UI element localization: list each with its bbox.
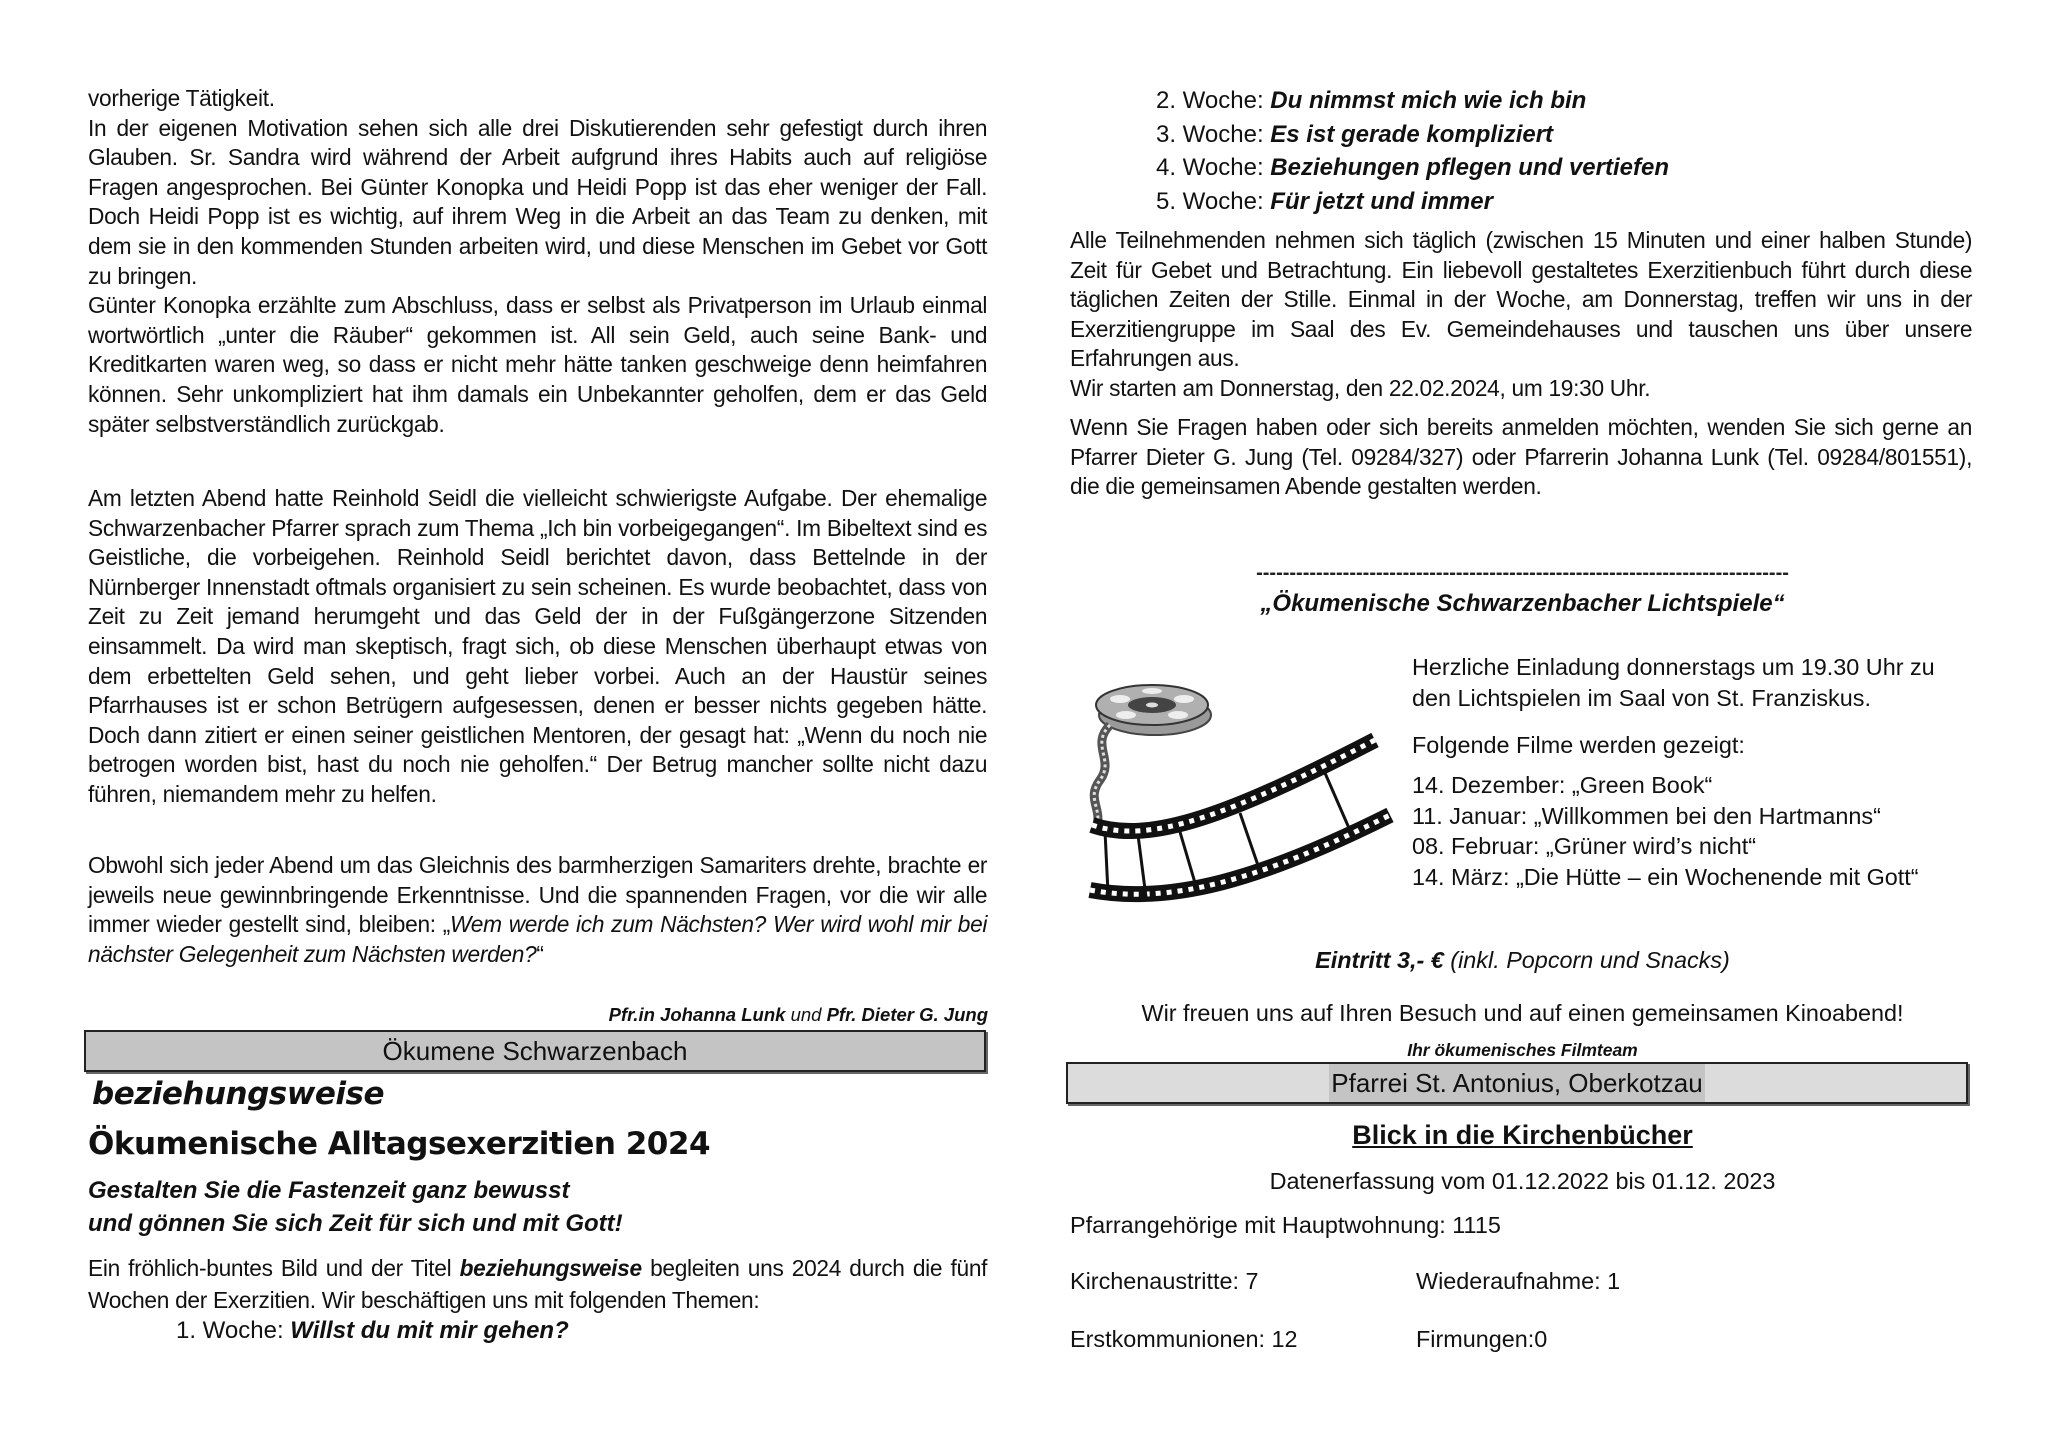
article-continuation bbox=[88, 84, 988, 439]
week-item bbox=[1070, 185, 1669, 219]
admission-price: Eintritt 3,- € bbox=[1315, 947, 1444, 973]
intro-text-end: begleiten uns 2024 durch die fünf Wochen der Exerzitien. Wir beschäftigen uns mit folgenden Themen: bbox=[88, 1255, 988, 1313]
records-confirmations: Firmungen:0 bbox=[1416, 1326, 1548, 1352]
subtitle-2: und gönnen Sie sich Zeit für sich und mit Gott! bbox=[88, 1210, 623, 1237]
records-members: Pfarrangehörige mit Hauptwohnung: 1115 bbox=[1070, 1212, 1501, 1238]
conclusion-question: Wem werde ich zum Nächsten? Wer wird wohl mir bei nächster Gelegenheit zum Nächsten werden? bbox=[88, 911, 988, 967]
conclusion-text: Obwohl sich jeder Abend um das Gleichnis des barmherzigen Samariters drehte, brachte er jeweils neue gewinnbringende Erkenntnisse. Und die spannenden Fragen, vor die wir alle immer wieder gestellt sind, bleiben: „ bbox=[88, 852, 988, 938]
paragraph-daily: Alle Teilnehmenden nehmen sich täglich (zwischen 15 Minuten und einer halben Stunde) Zeit für Gebet und Betrachtung. Ein liebevoll gestaltetes Exerzitienbuch führt durch diese täglichen Zeiten der Stille. Einmal in der Woche, am Donnerstag, treffen wir uns in der Exerzitiengruppe im Saal des Ev. Gemeindehauses und tauschen uns über unsere Erfahrungen aus. bbox=[1070, 227, 1973, 372]
kicker-beziehungsweise: beziehungsweise bbox=[92, 1076, 385, 1112]
signature-name-1: Pfr.in Johanna Lunk bbox=[608, 1004, 786, 1025]
records-period: Datenerfassung vom 01.12.2022 bis 01.12. 2023 bbox=[1269, 1168, 1776, 1194]
cinema-invitation: Herzliche Einladung donnerstags um 19.30 Uhr zu den Lichtspielen im Saal von St. Franziskus. bbox=[1412, 654, 1935, 711]
week-theme: Willst du mit mir gehen? bbox=[290, 1317, 569, 1344]
film-item: 14. Dezember: „Green Book“ bbox=[1412, 772, 1713, 798]
signature-name-2: Pfr. Dieter G. Jung bbox=[826, 1004, 988, 1025]
week-item bbox=[1070, 118, 1669, 152]
week-item bbox=[1070, 84, 1669, 118]
film-item: 14. März: „Die Hütte – ein Wochenende mit Gott“ bbox=[1412, 863, 1919, 890]
paragraph-contact: Wenn Sie Fragen haben oder sich bereits anmelden möchten, wenden Sie sich gerne an Pfarrer Dieter G. Jung (Tel. 09284/327) oder Pfarrerin Johanna Lunk (Tel. 09284/801551), die die gemeinsamen Abende gestalten werden. bbox=[1070, 414, 1973, 500]
subtitle-1: Gestalten Sie die Fastenzeit ganz bewusst bbox=[88, 1177, 570, 1204]
paragraph-motivation: In der eigenen Motivation sehen sich alle drei Diskutierenden sehr gefestigt durch ihren Glauben. Sr. Sandra wird während der Arbeit aufgrund ihres Habits auch auf religiöse Fragen angesprochen. Bei Günter Konopka und Heidi Popp ist das eher weniger der Fall. Doch Heidi Popp ist es wichtig, auf ihrem Weg in die Arbeit an das Team zu denken, mit dem sie in den kommenden Stunden arbeiten wird, und diese Menschen im Gebet vor Gott zu bringen. bbox=[88, 114, 988, 289]
records-title: Blick in die Kirchenbücher bbox=[1352, 1120, 1693, 1150]
week-label: 1. Woche: bbox=[176, 1317, 291, 1344]
film-list bbox=[1412, 770, 1977, 892]
week-theme: Beziehungen pflegen und vertiefen bbox=[1270, 154, 1669, 181]
quote-close: “ bbox=[536, 940, 544, 967]
week-item bbox=[88, 1314, 569, 1348]
signature-conjunction: und bbox=[785, 1004, 827, 1025]
section-banner-oekumene: Ökumene Schwarzenbach bbox=[84, 1030, 986, 1072]
paragraph-konopka: Günter Konopka erzählte zum Abschluss, dass er selbst als Privatperson im Urlaub einmal wortwörtlich „unter die Räuber“ gekommen ist. All sein Geld, auch seine Bank- und Kreditkarten waren weg, so dass er nicht mehr hätte tanken geschweige denn heimfahren können. Sehr unkompliziert hat ihm damals ein Unbekannter geholfen, dem er das Geld später selbstverständlich zurückgab. bbox=[88, 292, 988, 437]
records-exits: Kirchenaustritte: 7 bbox=[1070, 1268, 1259, 1294]
intro-emphasis: beziehungsweise bbox=[459, 1255, 642, 1281]
article-title: Ökumenische Alltagsexerzitien 2024 bbox=[88, 1126, 711, 1162]
banner-text: Pfarrei St. Antonius, Oberkotzau bbox=[1329, 1064, 1704, 1102]
intro-paragraph bbox=[88, 1252, 987, 1316]
admission-note: (inkl. Popcorn und Snacks) bbox=[1443, 947, 1730, 973]
section-banner-oberkotzau bbox=[1066, 1062, 1968, 1104]
week-theme: Es ist gerade kompliziert bbox=[1270, 120, 1554, 148]
records-first-communions: Erstkommunionen: 12 bbox=[1070, 1326, 1298, 1352]
film-item: 08. Februar: „Grüner wird’s nicht“ bbox=[1412, 833, 1757, 859]
reel-center bbox=[1146, 703, 1158, 708]
paragraph-conclusion bbox=[88, 851, 987, 969]
week-theme: Für jetzt und immer bbox=[1270, 187, 1493, 215]
week-label: 3. Woche: bbox=[1156, 120, 1271, 148]
start-line: Wir starten am Donnerstag, den 22.02.2024, um 19:30 Uhr. bbox=[1070, 374, 1651, 401]
admission bbox=[1070, 947, 1975, 974]
paragraph-seidl: Am letzten Abend hatte Reinhold Seidl die vielleicht schwierigste Aufgabe. Der ehemalige Schwarzenbacher Pfarrer sprach zum Thema „Ich bin vorbeigegangen“. Im Bibeltext sind es Geistliche, die vorbeigehen. Reinhold Seidl berichtet davon, dass Bettelnde in der Nürnberger Innenstadt oftmals organisiert zu sein scheinen. Es wurde beobachtet, dass von Zeit zu Zeit jemand herumgeht und das Geld der in der Fußgängerzone Sitzenden einsammelt. Da wird man skeptisch, fragt sich, ob diese Menschen überhaupt etwas von dem erbettelten Geld sehen, und geht lieber vorbei. Auch an der Haustür seines Pfarrhauses ist er schon Betrügern aufgesessen, denen er besser nichts gegeben hätte. Doch dann zitiert er einen seiner geistlichen Mentoren, der gesagt hat: „Wenn du noch nie betrogen worden bist, hast du noch nie geholfen.“ Der Betrug mancher sollte nicht dazu führen, niemandem mehr zu helfen. bbox=[88, 485, 988, 807]
film-item: 11. Januar: „Willkommen bei den Hartmanns“ bbox=[1412, 802, 1881, 829]
film-team-signature: Ihr ökumenisches Filmteam bbox=[1407, 1040, 1638, 1060]
week-label: 5. Woche: bbox=[1156, 187, 1271, 215]
film-reel-icon bbox=[1080, 665, 1410, 925]
week-theme: Du nimmst mich wie ich bin bbox=[1270, 87, 1587, 114]
week-label: 2. Woche: bbox=[1156, 87, 1271, 114]
divider-line: -------------------------------------------------------------------------------- bbox=[1256, 562, 1789, 584]
cinema-title: „Ökumenische Schwarzenbacher Lichtspiele“ bbox=[1260, 590, 1785, 617]
cinema-closing: Wir freuen uns auf Ihren Besuch und auf einen gemeinsamen Kinoabend! bbox=[1141, 1000, 1904, 1026]
week-item bbox=[1070, 151, 1669, 185]
records-readmission: Wiederaufnahme: 1 bbox=[1416, 1268, 1621, 1294]
week-list bbox=[1070, 84, 1669, 218]
signature bbox=[88, 1004, 988, 1026]
exercise-details bbox=[1070, 226, 1973, 404]
week-label: 4. Woche: bbox=[1156, 154, 1271, 181]
intro-text: Ein fröhlich-buntes Bild und der Titel bbox=[88, 1255, 460, 1281]
paragraph-line: vorherige Tätigkeit. bbox=[88, 85, 275, 111]
films-intro: Folgende Filme werden gezeigt: bbox=[1412, 732, 1745, 758]
